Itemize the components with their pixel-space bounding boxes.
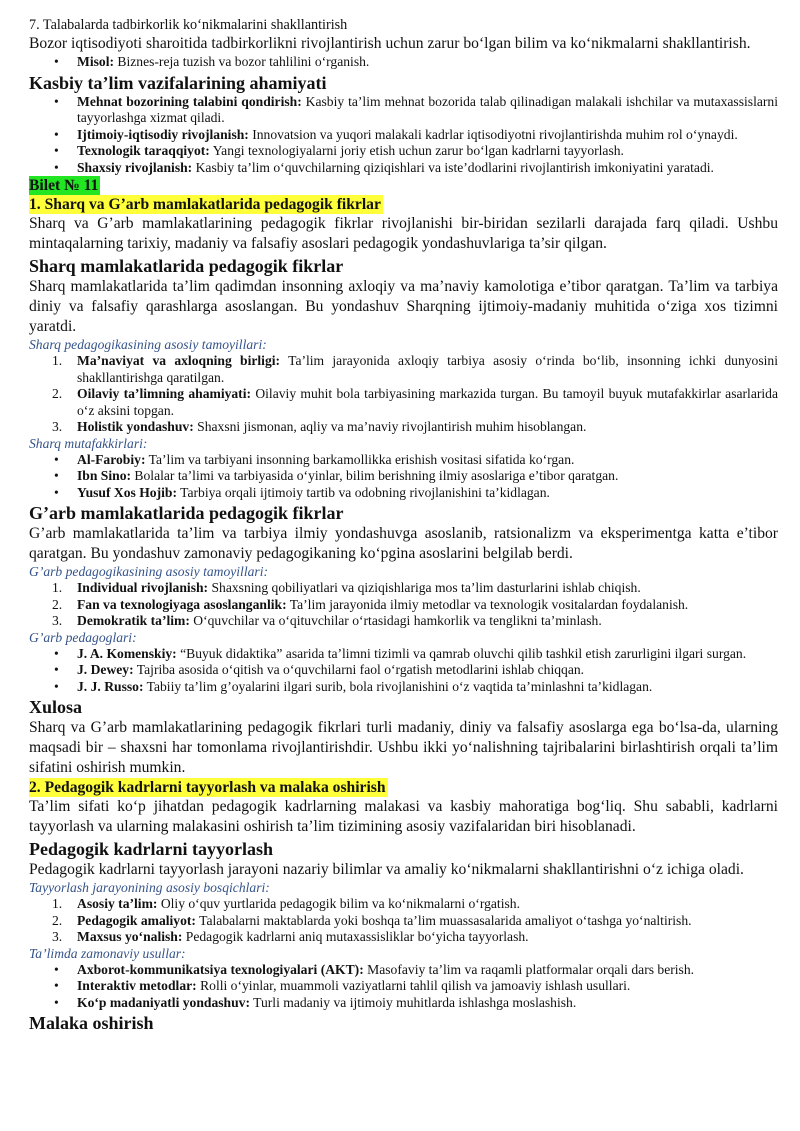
bullet-icon: •	[54, 143, 59, 158]
item-label: Interaktiv metodlar:	[77, 978, 197, 993]
paragraph: Bozor iqtisodiyoti sharoitida tadbirkorlikni rivojlantirish uchun zarur bo‘lgan bilim va ko‘nikmalarni shakllantirish.	[29, 35, 751, 52]
list-item	[29, 896, 778, 913]
modern-methods-heading: Ta’limda zamonaviy usullar:	[29, 945, 186, 961]
item-text: Oilaviy muhit bola tarbiyasining markazida turgan. Bu tamoyil buyuk mutafakkirlar asarlarida o‘z aksini topgan.	[77, 386, 778, 418]
item-label: J. J. Russo:	[77, 678, 144, 694]
paragraph: Pedagogik kadrlarni tayyorlash jarayoni nazariy bilimlar va amaliy ko‘nikmalarni shakllantirishni o‘z ichiga oladi.	[29, 861, 744, 878]
item-label: Oilaviy ta’limning ahamiyati:	[77, 386, 252, 401]
item-label: Ijtimoiy-iqtisodiy rivojlanish:	[77, 126, 249, 142]
west-principles-list	[29, 580, 778, 630]
kasbiy-list	[29, 94, 778, 177]
item-number: 1.	[52, 353, 63, 368]
example-list	[29, 54, 778, 71]
west-principles-heading: G’arb pedagogikasining asosiy tamoyillari:	[29, 564, 269, 579]
item-number: 2.	[52, 386, 63, 401]
east-thinkers-list	[29, 452, 778, 502]
list-item	[29, 580, 778, 597]
item-label: J. Dewey:	[77, 662, 134, 677]
bullet-icon: •	[54, 994, 59, 1010]
item-label: Maxsus yo‘nalish:	[77, 929, 183, 944]
item-text: Pedagogik kadrlarni aniq mutaxassisliklar bo‘yicha tayyorlash.	[182, 929, 529, 944]
bullet-icon: •	[54, 662, 59, 677]
item-text: O‘quvchilar va o‘qituvchilar o‘rtasidagi hamkorlik va tenglikni ta’minlash.	[189, 613, 602, 628]
bullet-icon: •	[54, 451, 59, 467]
bullet-icon: •	[54, 54, 59, 69]
list-item	[29, 646, 778, 663]
list-item	[29, 143, 778, 160]
item-label: Demokratik ta’lim:	[77, 613, 190, 628]
east-heading: Sharq mamlakatlarida pedagogik fikrlar	[29, 256, 344, 276]
bullet-icon: •	[54, 93, 59, 109]
east-thinkers-heading: Sharq mutafakkirlari:	[29, 435, 148, 451]
item-label: Yusuf Xos Hojib:	[77, 484, 177, 500]
list-item	[29, 485, 778, 502]
item-text: Talabalarni maktablarda yoki boshqa ta’lim muassasalarida amaliyot o‘tashga yo‘naltirish.	[195, 912, 692, 928]
item-number: 3.	[52, 613, 63, 628]
item-label: Texnologik taraqqiyot:	[77, 143, 210, 158]
list-item	[29, 54, 778, 71]
item-text: Rolli o‘yinlar, muammoli vaziyatlarni tahlil qilish va jamoaviy ishlash usullari.	[196, 978, 631, 993]
item-label: Mehnat bozorining talabini qondirish:	[77, 93, 302, 109]
item-text: Yangi texnologiyalarni joriy etish uchun zarur bo‘lgan kadrlarni tayyorlash.	[209, 143, 624, 158]
bilet-label: Bilet № 11	[29, 177, 99, 194]
item-label: Pedagogik amaliyot:	[77, 912, 196, 928]
item-text: Biznes-reja tuzish va bozor tahlilini o‘rganish.	[114, 54, 370, 69]
bullet-icon: •	[54, 126, 59, 142]
item-number: 3.	[52, 929, 63, 944]
list-item	[29, 913, 778, 930]
item-label: Al-Farobiy:	[77, 451, 146, 467]
item-text: Shaxsni jismonan, aqliy va ma’naviy rivojlantirish muhim hisoblangan.	[193, 419, 587, 434]
list-item	[29, 679, 778, 696]
item-text: Tabiiy ta’lim g’oyalarini ilgari surib, bola rivojlanishini o‘z vaqtida ta’minlashni ta’kidlagan.	[143, 678, 653, 694]
west-heading: G’arb mamlakatlarida pedagogik fikrlar	[29, 503, 344, 523]
item-text: Oliy o‘quv yurtlarida pedagogik bilim va ko‘nikmalarni o‘rgatish.	[157, 896, 520, 911]
item-text: Tajriba asosida o‘qitish va o‘quvchilarni faol o‘rgatish metodlarini ishlab chiqqan.	[133, 662, 585, 677]
section-1-title: 1. Sharq va G’arb mamlakatlarida pedagogik fikrlar	[29, 196, 381, 213]
item-label: Asosiy ta’lim:	[77, 896, 158, 911]
list-item	[29, 662, 778, 679]
item-number: 3.	[52, 419, 63, 434]
item-label: Axborot-kommunikatsiya texnologiyalari (AKT):	[77, 961, 364, 977]
item-label: Shaxsiy rivojlanish:	[77, 159, 193, 175]
item-text: Kasbiy ta’lim o‘quvchilarning qiziqishlari va iste’dodlarini rivojlantirish imkoniyatini yaratadi.	[192, 159, 714, 175]
list-item	[29, 995, 778, 1012]
item-label: J. A. Komenskiy:	[77, 645, 177, 661]
list-item	[29, 597, 778, 614]
item-label: Holistik yondashuv:	[77, 419, 194, 434]
item-number: 1.	[52, 896, 63, 911]
item-text: Innovatsion va yuqori malakali kadrlar iqtisodiyotni rivojlantirishda muhim rol o‘ynaydi.	[248, 126, 738, 142]
modern-methods-list	[29, 962, 778, 1012]
item-label: Misol:	[77, 54, 114, 69]
bullet-icon: •	[54, 468, 59, 483]
item-text: Ta’lim jarayonida ilmiy metodlar va texnologik vositalardan foydalanish.	[286, 596, 689, 612]
list-item	[29, 962, 778, 979]
east-principles-heading: Sharq pedagogikasining asosiy tamoyillari:	[29, 337, 267, 352]
item-text: “Buyuk didaktika” asarida ta’limni tizimli va qamrab oluvchi qilib tashkil etish zarurligini ilgari surgan.	[176, 645, 747, 661]
west-thinkers-heading: G’arb pedagoglari:	[29, 629, 137, 645]
paragraph: Sharq mamlakatlarida ta’lim qadimdan insonning axloqiy va ma’naviy kamolotiga e’tibor qaratgan. Ta’lim va tarbiya diniy va falsafiy qarashlarga asoslangan. Bu yondashuv Sharqning ijtimoiy-madaniy muhitida o‘ziga xos tizimni yaratdi.	[29, 278, 778, 335]
malaka-heading: Malaka oshirish	[29, 1013, 154, 1033]
item-text: Masofaviy ta’lim va raqamli platformalar orqali dars berish.	[363, 961, 695, 977]
bullet-icon: •	[54, 978, 59, 993]
list-item	[29, 127, 778, 144]
stages-heading: Tayyorlash jarayonining asosiy bosqichlari:	[29, 880, 270, 895]
list-item	[29, 978, 778, 995]
item-text: Turli madaniy va ijtimoiy muhitlarda ishlashga moslashish.	[250, 994, 577, 1010]
heading-7: 7. Talabalarda tadbirkorlik ko‘nikmalarini shakllantirish	[29, 17, 348, 33]
item-label: Individual rivojlanish:	[77, 580, 209, 595]
item-text: Bolalar ta’limi va tarbiyasida o‘yinlar, bilim berishning ilmiy asoslariga e’tibor qaratgan.	[131, 468, 619, 483]
bullet-icon: •	[54, 159, 59, 175]
stages-list	[29, 896, 778, 946]
item-label: Ibn Sino:	[77, 468, 132, 483]
item-text: Tarbiya orqali ijtimoiy tartib va odobning rivojlanishini ta’kidlagan.	[176, 484, 550, 500]
prep-heading: Pedagogik kadrlarni tayyorlash	[29, 839, 274, 859]
list-item	[29, 452, 778, 469]
paragraph: Sharq va G’arb mamlakatlarining pedagogik fikrlari turli madaniy, diniy va falsafiy asoslarga ega bo‘lsa-da, ularning maqsadi bir – shaxsni har tomonlama rivojlantirishdir. Ushbu ikki yo‘nalishning tajribalarini birlashtirish orqali ta’lim sifatini oshirish mumkin.	[29, 719, 778, 776]
list-item	[29, 468, 778, 485]
paragraph: Sharq va G’arb mamlakatlarining pedagogik fikrlar rivojlanishi bir-biridan sezilarli darajada farq qiladi. Ushbu mintaqalarning tarixiy, madaniy va falsafiy asoslari pedagogik yondashuvlariga ta’sir qilgan.	[29, 215, 778, 252]
item-number: 1.	[52, 580, 63, 595]
item-number: 2.	[52, 912, 63, 928]
list-item	[29, 160, 778, 177]
list-item	[29, 613, 778, 630]
item-label: Fan va texnologiyaga asoslanganlik:	[77, 596, 287, 612]
item-label: Ma’naviyat va axloqning birligi:	[77, 353, 281, 368]
list-item	[29, 929, 778, 946]
east-principles-list	[29, 353, 778, 436]
item-label: Ko‘p madaniyatli yondashuv:	[77, 994, 250, 1010]
item-text: Kasbiy ta’lim mehnat bozorida talab qilinadigan malakali ishchilar va mutaxassislarni tayyorlashga xizmat qiladi.	[77, 93, 778, 125]
paragraph: G’arb mamlakatlarida ta’lim va tarbiya ilmiy yondashuvga asoslanib, ratsionalizm va eksperimentga katta e’tibor qaratgan. Bu yondashuv zamonaviy pedagogikaning ko‘pgina asoslarini belgilab berdi.	[29, 525, 778, 562]
item-text: Ta’lim va tarbiyani insonning barkamollikka erishish vositasi sifatida ko‘rgan.	[145, 451, 575, 467]
section-heading-kasbiy: Kasbiy ta’lim vazifalarining ahamiyati	[29, 72, 327, 93]
conclusion-heading: Xulosa	[29, 697, 83, 717]
bullet-icon: •	[54, 961, 59, 977]
bullet-icon: •	[54, 645, 59, 661]
west-thinkers-list	[29, 646, 778, 696]
item-text: Shaxsning qobiliyatlari va qiziqishlariga mos ta’lim dasturlarini ishlab chiqish.	[208, 580, 641, 595]
section-2-title: 2. Pedagogik kadrlarni tayyorlash va malaka oshirish	[29, 779, 386, 796]
bullet-icon: •	[54, 678, 59, 694]
paragraph: Ta’lim sifati ko‘p jihatdan pedagogik kadrlarning malakasi va kasbiy mahoratiga bog‘liq. Shu sababli, kadrlarni tayyorlash va ularning malakasini oshirish ta’lim tizimining asosiy vazifalaridan biri hisoblanadi.	[29, 798, 778, 835]
list-item	[29, 419, 778, 436]
item-text: Ta’lim jarayonida axloqiy tarbiya asosiy o‘rinda bo‘lib, insonning ichki dunyosini shakllantirishga qaratilgan.	[77, 353, 778, 385]
item-number: 2.	[52, 596, 63, 612]
list-item	[29, 94, 778, 127]
bullet-icon: •	[54, 484, 59, 500]
list-item	[29, 386, 778, 419]
list-item	[29, 353, 778, 386]
